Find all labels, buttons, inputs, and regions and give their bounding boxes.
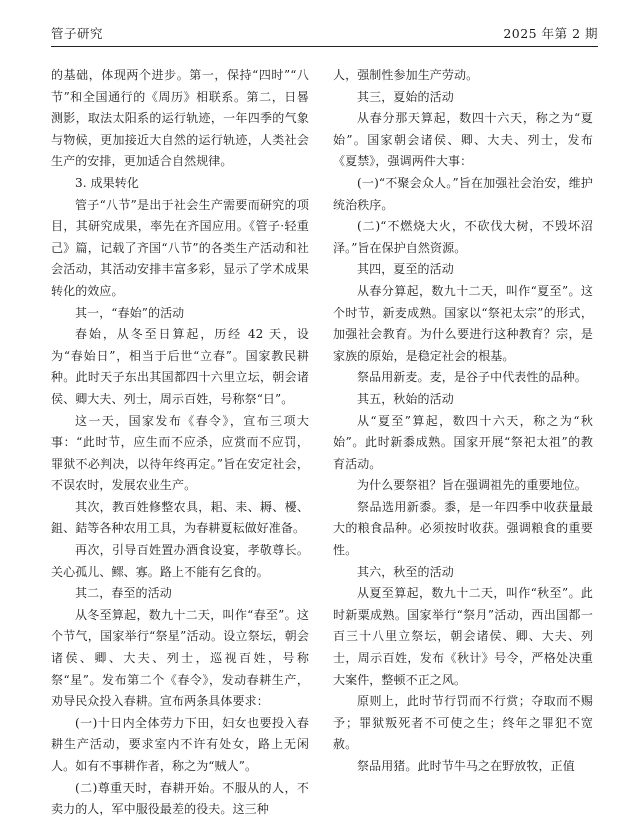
paragraph: 的基础，体现两个进步。第一，保持“四时”“八节”和全国通行的《周历》相联系。第二，日晷测影，取法太阳系的运行轨迹，一年四季的气象与物候，更加接近大自然的运行轨迹，人类社会生产的安排，更加适合自然规律。 <box>51 68 309 169</box>
paragraph: 祭品选用新黍。黍，是一年四季中收获量最大的粮食品种。必须按时收获。强调粮食的重要性。 <box>333 499 593 558</box>
paragraph: 为什么要祭祖？旨在强调祖先的重要地位。 <box>357 478 587 493</box>
paragraph: 管子“八节”是出于社会生产需要而研究的项目，其研究成果，率先在齐国应用。《管子·轻重己》篇，记载了齐国“八节”的各类生产活动和社会活动，其活动安排丰富多彩，显示了学术成果转化的效应。 <box>51 197 309 298</box>
running-header <box>51 18 598 47</box>
paragraph: 从春分算起，数九十二天，叫作“夏至”。这个时节，新麦成熟。国家以“祭祀太宗”的形式，加强社会教育。为什么要进行这种教育？宗，是家族的原始，是稳定社会的根基。 <box>333 283 593 363</box>
subsection-heading: 其二，春至的活动 <box>75 586 172 601</box>
paragraph: (一)十日内全体劳力下田，妇女也要投入春耕生产活动，要求室内不许有处女，路上无闲人。如有不事耕作者，称之为“贼人”。 <box>51 715 309 773</box>
left-column <box>51 65 309 821</box>
paragraph: 这一天，国家发布《春令》，宣布三项大事：“此时节，应生而不应杀，应赏而不应罚，罪狱不必判决，以待年终再定。”旨在安定社会，不误农时，发展农业生产。 <box>51 413 309 493</box>
paragraph: 春始，从冬至日算起，历经 42 天，设为“春始日”，相当于后世“立春”。国家教民耕种。此时天子东出其国都四十六里立坛，朝会诸侯、卿大夫、列士，周示百姓，号称祭“日”。 <box>51 327 309 406</box>
paragraph: 再次，引导百姓置办酒食设宴，孝敬尊长。关心孤儿、鳏、寡。路上不能有乞食的。 <box>51 543 309 579</box>
subsection-heading: 其六，秋至的活动 <box>357 564 454 579</box>
issue-label: 2025 年第 2 期 <box>503 26 598 41</box>
paragraph: 原则上，此时节行罚而不行赏；夺取而不赐予；罪狱叛死者不可使之生；终年之罪犯不宽赦。 <box>333 694 593 752</box>
paragraph: (二)“不燃烧大火，不砍伐大树，不毁坏沼泽。”旨在保护自然资源。 <box>333 219 593 255</box>
subsection-heading: 其三，夏始的活动 <box>357 89 454 104</box>
paragraph: 其次，教百姓修整农具，耜、耒、耨、櫌、鉏、銡等各种农用工具，为春耕夏耘做好准备。 <box>51 499 309 536</box>
right-column <box>333 65 593 778</box>
subsection-heading: 其一，“春始”的活动 <box>75 305 185 320</box>
paragraph: 从“夏至”算起，数四十六天，称之为“秋始”。此时新黍成熟。国家开展“祭祀太祖”的教育活动。 <box>333 413 593 471</box>
paragraph: (一)“不聚会众人。”旨在加强社会治安，维护统治秩序。 <box>333 175 593 212</box>
paragraph: 从夏至算起，数九十二天，叫作“秋至”。此时新粟成熟。国家举行“祭月”活动，西出国都一百三十八里立祭坛，朝会诸侯、卿、大夫、列士，周示百姓，发布《秋计》号令，严格处决重大案件，整顿不正之风。 <box>333 586 593 687</box>
paragraph: (二)尊重天时，春耕开始。不服从的人，不卖力的人，军中服役最差的役夫。这三种 <box>51 780 309 817</box>
paragraph: 从春分那天算起，数四十六天，称之为“夏始”。国家朝会诸侯、卿、大夫、列士，发布《夏禁》，强调两件大事： <box>333 111 593 169</box>
paragraph: 从冬至算起，数九十二天，叫作“春至”。这个节气，国家举行“祭星”活动。设立祭坛，朝会诸侯、卿、大夫、列士，巡视百姓，号称祭“星”。发布第二个《春令》，发动春耕生产，劝导民众投入春耕。宣布两条具体要求： <box>51 607 309 709</box>
journal-title: 管子研究 <box>51 26 104 41</box>
paragraph: 祭品用新麦。麦，是谷子中代表性的品种。 <box>357 370 587 385</box>
subsection-heading: 其四，夏至的活动 <box>357 262 454 277</box>
section-heading: 3. 成果转化 <box>75 175 139 190</box>
paragraph: 祭品用猪。此时节牛马之在野放牧，正值 <box>357 759 575 773</box>
paragraph: 人，强制性参加生产劳动。 <box>333 68 479 82</box>
subsection-heading: 其五，秋始的活动 <box>357 391 454 406</box>
